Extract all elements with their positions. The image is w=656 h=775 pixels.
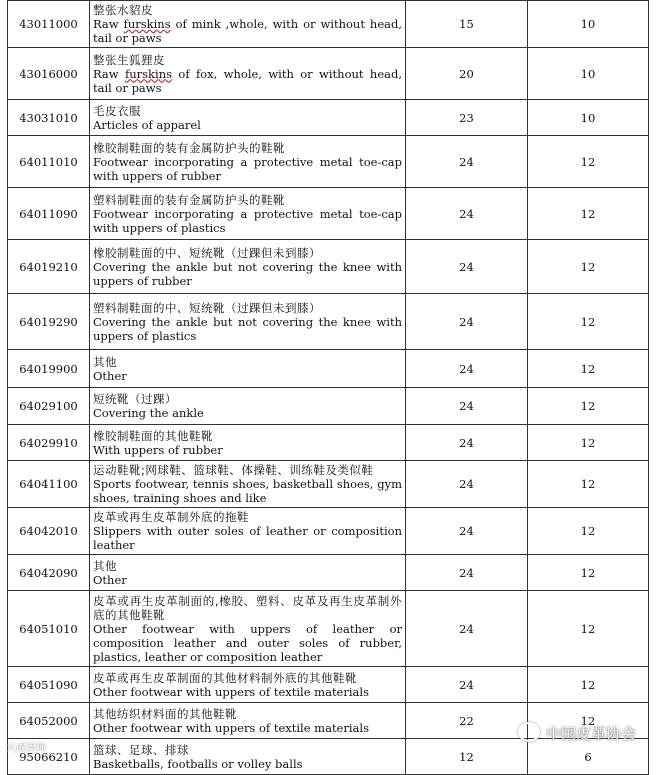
description xyxy=(90,240,406,294)
hs-code: 64019900 xyxy=(8,350,90,388)
rate-after: 12 xyxy=(528,667,649,703)
description xyxy=(90,48,406,100)
table-row xyxy=(8,240,649,294)
hs-code: 64029100 xyxy=(8,388,90,425)
rate-after: 12 xyxy=(528,350,649,388)
hs-code: 43016000 xyxy=(8,48,90,100)
description-en: Other footwear with uppers of leather or composition leather and outer soles of rubber, plastics, leather or composition leather xyxy=(93,621,402,664)
hs-code: 64042090 xyxy=(8,555,90,591)
description xyxy=(90,555,406,591)
rate-before: 15 xyxy=(406,1,528,48)
hs-code: 43031010 xyxy=(8,100,90,136)
description xyxy=(90,188,406,240)
hs-code: 64051090 xyxy=(8,667,90,703)
table-row xyxy=(8,461,649,508)
wechat-logo-icon xyxy=(518,722,540,742)
hs-code: 64019210 xyxy=(8,240,90,294)
rate-before: 22 xyxy=(406,703,528,739)
table-row xyxy=(8,667,649,703)
description-en xyxy=(93,17,402,45)
description xyxy=(90,136,406,188)
description-en xyxy=(93,67,402,95)
description-zh: 整张生狐狸皮 xyxy=(93,52,165,67)
table-row xyxy=(8,388,649,425)
description-en: With uppers of rubber xyxy=(93,442,223,457)
description xyxy=(90,703,406,739)
description-zh: 毛皮衣服 xyxy=(93,103,141,118)
description xyxy=(90,425,406,461)
description xyxy=(90,667,406,703)
description-en: Footwear incorporating a protective metal toe-cap with uppers of plastics xyxy=(93,206,402,235)
rate-after: 12 xyxy=(528,294,649,350)
rate-after: 12 xyxy=(528,240,649,294)
description-zh: 其他纺织材料面的其他鞋靴 xyxy=(93,706,237,721)
rate-before: 24 xyxy=(406,350,528,388)
rate-after: 10 xyxy=(528,1,649,48)
table-row xyxy=(8,508,649,555)
rate-after: 12 xyxy=(528,461,649,508)
hs-code: 64011090 xyxy=(8,188,90,240)
rate-before: 23 xyxy=(406,100,528,136)
description-en: Covering the ankle but not covering the knee with uppers of rubber xyxy=(93,259,402,288)
description-zh: 其他 xyxy=(93,558,117,573)
rate-after: 12 xyxy=(528,555,649,591)
description-en: Slippers with outer soles of leather or composition leather xyxy=(93,524,402,552)
description xyxy=(90,100,406,136)
description xyxy=(90,508,406,555)
table-row xyxy=(8,425,649,461)
hs-code: 64052000 xyxy=(8,703,90,739)
hs-code: 64011010 xyxy=(8,136,90,188)
description-zh: 塑料制鞋面的装有金属防护头的鞋靴 xyxy=(93,192,285,207)
description-en: Sports footwear, tennis shoes, basketball shoes, gym shoes, training shoes and like xyxy=(93,477,402,505)
description-en: Other footwear with uppers of textile materials xyxy=(93,684,369,699)
rate-after: 12 xyxy=(528,591,649,667)
description-zh: 其他 xyxy=(93,354,117,369)
rate-after: 10 xyxy=(528,48,649,100)
description-zh: 皮革或再生皮革制面的其他材料制外底的其他鞋靴 xyxy=(93,670,357,685)
rate-after: 12 xyxy=(528,388,649,425)
description-zh: 橡胶制鞋面的装有金属防护头的鞋靴 xyxy=(93,140,285,155)
description-zh: 橡胶制鞋面的中、短统靴（过踝但未到膝） xyxy=(93,245,321,260)
rate-before: 24 xyxy=(406,240,528,294)
rate-before: 24 xyxy=(406,388,528,425)
rate-before: 24 xyxy=(406,591,528,667)
rate-before: 24 xyxy=(406,667,528,703)
rate-after: 12 xyxy=(528,508,649,555)
description-en-prefix: Raw xyxy=(93,17,124,31)
description xyxy=(90,461,406,508)
hs-code: 64051010 xyxy=(8,591,90,667)
hs-code: 64042010 xyxy=(8,508,90,555)
table-row xyxy=(8,555,649,591)
description xyxy=(90,350,406,388)
rate-before: 24 xyxy=(406,425,528,461)
description-zh: 皮革或再生皮革制面的,橡胶、塑料、皮革及再生皮革制外底的其他鞋靴 xyxy=(93,593,402,622)
table-row xyxy=(8,100,649,136)
rate-after: 12 xyxy=(528,136,649,188)
table-row xyxy=(8,188,649,240)
tariff-table xyxy=(7,0,649,775)
description-zh: 短统靴（过踝） xyxy=(93,392,177,406)
hs-code: 64019290 xyxy=(8,294,90,350)
description xyxy=(90,294,406,350)
description-en-prefix: Raw xyxy=(93,66,125,81)
rate-before: 24 xyxy=(406,555,528,591)
description xyxy=(90,1,406,48)
description-zh: 塑料制鞋面的中、短统靴（过踝但未到膝） xyxy=(93,300,321,315)
table-row xyxy=(8,48,649,100)
description-en: Covering the ankle but not covering the knee with uppers of plastics xyxy=(93,314,402,343)
rate-before: 24 xyxy=(406,461,528,508)
description-en: Footwear incorporating a protective metal toe-cap with uppers of rubber xyxy=(93,154,402,183)
description xyxy=(90,591,406,667)
description-zh: 皮革或再生皮革制外底的拖鞋 xyxy=(93,510,249,524)
rate-before: 24 xyxy=(406,294,528,350)
rate-after: 12 xyxy=(528,188,649,240)
rate-before: 24 xyxy=(406,188,528,240)
description xyxy=(90,388,406,425)
table-row xyxy=(8,350,649,388)
rate-after: 6 xyxy=(528,739,649,775)
description-en: Articles of apparel xyxy=(93,117,201,132)
description xyxy=(90,739,406,775)
hs-code: 43011000 xyxy=(8,1,90,48)
description-en: Other xyxy=(93,572,127,587)
description-en-rest: of mink ,whole, with or without head, tail or paws xyxy=(93,17,402,45)
rate-after: 12 xyxy=(528,703,649,739)
table-row xyxy=(8,1,649,48)
hs-code: 64041100 xyxy=(8,461,90,508)
hs-code: 95066210 xyxy=(8,739,90,775)
description-zh: 橡胶制鞋面的其他鞋靴 xyxy=(93,428,213,443)
spellcheck-word: furskins xyxy=(125,66,173,81)
rate-before: 20 xyxy=(406,48,528,100)
rate-before: 24 xyxy=(406,136,528,188)
description-en: Basketballs, footballs or volley balls xyxy=(93,756,303,771)
watermark xyxy=(518,722,636,744)
table-row xyxy=(8,294,649,350)
rate-before: 24 xyxy=(406,508,528,555)
table-row xyxy=(8,136,649,188)
description-zh: 运动鞋靴;网球鞋、篮球鞋、体操鞋、训练鞋及类似鞋 xyxy=(93,463,374,477)
description-zh: 篮球、足球、排球 xyxy=(93,742,189,757)
rate-after: 12 xyxy=(528,425,649,461)
spellcheck-word: furskins xyxy=(123,17,171,31)
watermark-text: 中国皮革协会 xyxy=(545,725,636,743)
description-en: Other xyxy=(93,368,127,383)
table-row xyxy=(8,591,649,667)
rate-after: 10 xyxy=(528,100,649,136)
description-en-rest: of fox, whole, with or without head, tail or paws xyxy=(93,66,402,95)
description-en: Covering the ankle xyxy=(93,406,204,420)
hs-code: 64029910 xyxy=(8,425,90,461)
description-zh: 整张水貂皮 xyxy=(93,3,153,17)
description-en: Other footwear with uppers of textile materials xyxy=(93,720,369,735)
corner-watermark: 大成律师 xyxy=(6,743,46,754)
rate-before: 12 xyxy=(406,739,528,775)
